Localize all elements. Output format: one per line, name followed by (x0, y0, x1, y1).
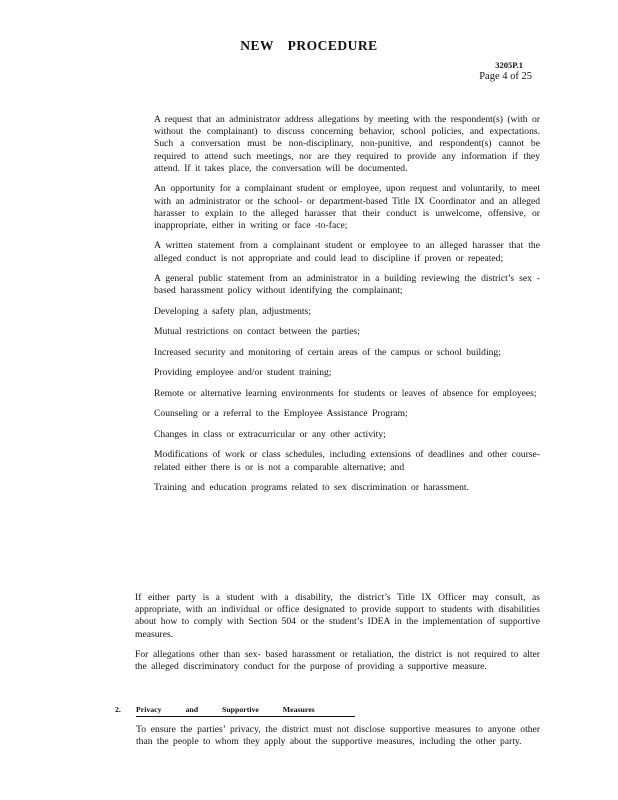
list-item (135, 429, 540, 441)
list-item-text: Providing employee and/or student training; (154, 367, 332, 379)
list-item (135, 183, 540, 232)
section-body: To ensure the parties’ privacy, the district must not disclose supportive measures to anyone other than the people to whom they apply about the supportive measures, including the other party. (136, 724, 540, 748)
document-id: 3205P.1 (495, 60, 523, 70)
list-item (135, 482, 540, 494)
section-heading: Privacy and Supportive Measures (136, 704, 355, 717)
list-item (135, 367, 540, 379)
list-item-text: Mutual restrictions on contact between the parties; (154, 326, 360, 338)
body-paragraphs (135, 592, 540, 682)
list-item-text: Counseling or a referral to the Employee Assistance Program; (154, 408, 408, 420)
list-item (135, 347, 540, 359)
supportive-measures-list (135, 114, 540, 503)
list-item (135, 114, 540, 175)
list-item (135, 388, 540, 400)
page-number: Page 4 of 25 (479, 71, 532, 82)
disability-paragraph: If either party is a student with a disability, the district’s Title IX Officer may consult, as appropriate, with an individual or office designated to provide support to students with disabilities about how to comply with Section 504 or the student’s IDEA in the implementation of supportive measures. (135, 592, 540, 640)
list-item (135, 326, 540, 338)
list-item-text: Changes in class or extracurricular or any other activity; (154, 428, 386, 440)
list-item-text: A general public statement from an administrator in a building reviewing the district’s sex -based harassment policy without identifying the complainant; (154, 273, 540, 297)
privacy-section (115, 704, 540, 748)
list-item-text: A request that an administrator address allegations by meeting with the respondent(s) (with or without the complainant) to discuss concerning behavior, school policies, and expectations. Such a conversation must be non-disciplinary, non-punitive, and respondent(s) cannot be required to attend such meetings, nor are they required to provide any information if they attend. If it takes place, the conversation will be documented. (154, 114, 540, 174)
allegations-paragraph: For allegations other than sex- based harassment or retaliation, the district is not required to alter the alleged discriminatory conduct for the purpose of providing a supportive measure. (135, 649, 540, 673)
list-item-text: Remote or alternative learning environments for students or leaves of absence for employees; (154, 387, 537, 399)
list-item-text: Developing a safety plan, adjustments; (154, 305, 311, 317)
list-item (135, 408, 540, 420)
list-item-text: An opportunity for a complainant student or employee, upon request and voluntarily, to meet with an administrator or the school- or department-based Title IX Coordinator and an alleged harasser to explain to the alleged harasser that their conduct is unwelcome, offensive, or inappropriate, either in writing or face -to-face; (154, 183, 540, 231)
page-title: NEW PROCEDURE (240, 38, 378, 53)
list-item (135, 306, 540, 318)
list-item (135, 273, 540, 297)
section-number: 2. (115, 705, 121, 714)
list-item-text: Increased security and monitoring of certain areas of the campus or school building; (154, 346, 501, 358)
list-item-text: Modifications of work or class schedules, including extensions of deadlines and other course- related either there is or is not a comparable alternative; and (154, 449, 540, 473)
list-item (135, 449, 540, 473)
list-item (135, 240, 540, 264)
section-header (115, 704, 540, 715)
list-item-text: Training and education programs related to sex discrimination or harassment. (154, 482, 469, 494)
list-item-text: A written statement from a complainant student or employee to an alleged harasser that the alleged conduct is not appropriate and could lead to discipline if proven or repeated; (154, 240, 540, 264)
